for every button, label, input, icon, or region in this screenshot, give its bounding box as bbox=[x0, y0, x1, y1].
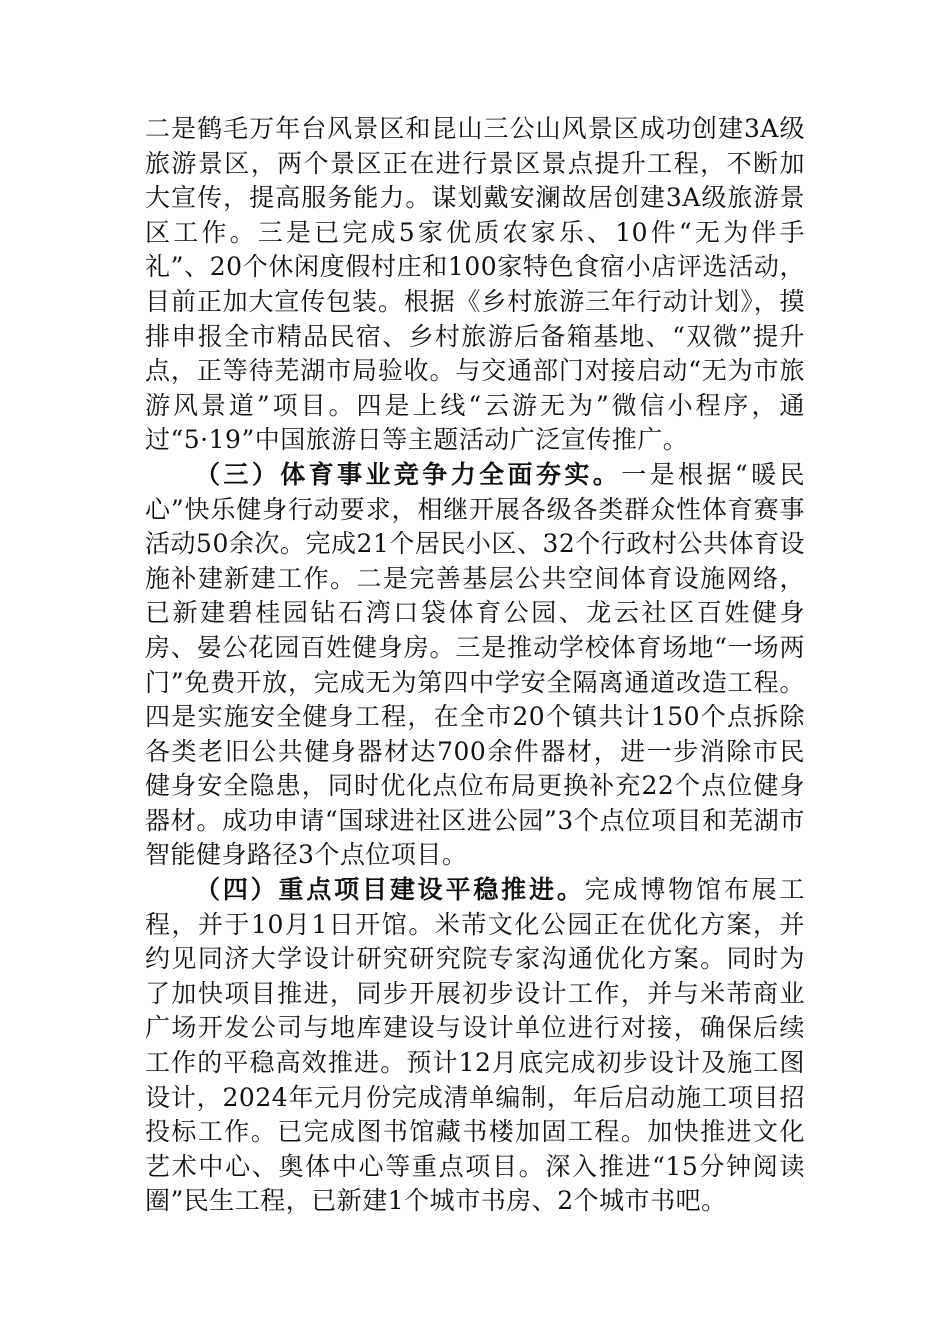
section-heading-key-projects: （四）重点项目建设平稳推进。 bbox=[195, 875, 585, 905]
paragraph-body: 完成博物馆布展工程，并于10月1日开馆。米芾文化公园正在优化方案，并约见同济大学设计研究研究院专家沟通优化方案。同时为了加快项目推进，同步开展初步设计工作，并与米芾商业广场开发公司与地库建设与设计单位进行对接，确保后续工作的平稳高效推进。预计12月底完成初步设计及施工图设计，2024年元月份完成清单编制，年后启动施工项目招投标工作。已完成图书馆藏书楼加固工程。加快推进文化艺术中心、奥体中心等重点项目。深入推进“15分钟阅读圈”民生工程，已新建1个城市书房、2个城市书吧。 bbox=[145, 875, 805, 1216]
section-heading-sports: （三）体育事业竞争力全面夯实。 bbox=[195, 459, 622, 489]
document-page bbox=[145, 112, 805, 1219]
paragraph-body: 一是根据“暖民心”快乐健身行动要求，相继开展各级各类群众性体育赛事活动50余次。完成21个居民小区、32个行政村公共体育设施补建新建工作。二是完善基层公共空间体育设施网络，已新建碧桂园钻石湾口袋体育公园、龙云社区百姓健身房、晏公花园百姓健身房。三是推动学校体育场地“一场两门”免费开放，完成无为第四中学安全隔离通道改造工程。四是实施安全健身工程，在全市20个镇共计150个点拆除各类老旧公共健身器材达700余件器材，进一步消除市民健身安全隐患，同时优化点位布局更换补充22个点位健身器材。成功申请“国球进社区进公园”3个点位项目和芜湖市智能健身路径3个点位项目。 bbox=[145, 459, 805, 870]
paragraph-tourism-continued bbox=[145, 112, 805, 458]
paragraph-sports bbox=[145, 458, 805, 873]
paragraph-body: 二是鹤毛万年台风景区和昆山三公山风景区成功创建3A级旅游景区，两个景区正在进行景区景点提升工程，不断加大宣传，提高服务能力。谋划戴安澜故居创建3A级旅游景区工作。三是已完成5家优质农家乐、10件“无为伴手礼”、20个休闲度假村庄和100家特色食宿小店评选活动，目前正加大宣传包装。根据《乡村旅游三年行动计划》，摸排申报全市精品民宿、乡村旅游后备箱基地、“双微”提升点，正等待芜湖市局验收。与交通部门对接启动“无为市旅游风景道”项目。四是上线“云游无为”微信小程序，通过“5·19”中国旅游日等主题活动广泛宣传推广。 bbox=[145, 114, 805, 455]
paragraph-key-projects bbox=[145, 873, 805, 1219]
